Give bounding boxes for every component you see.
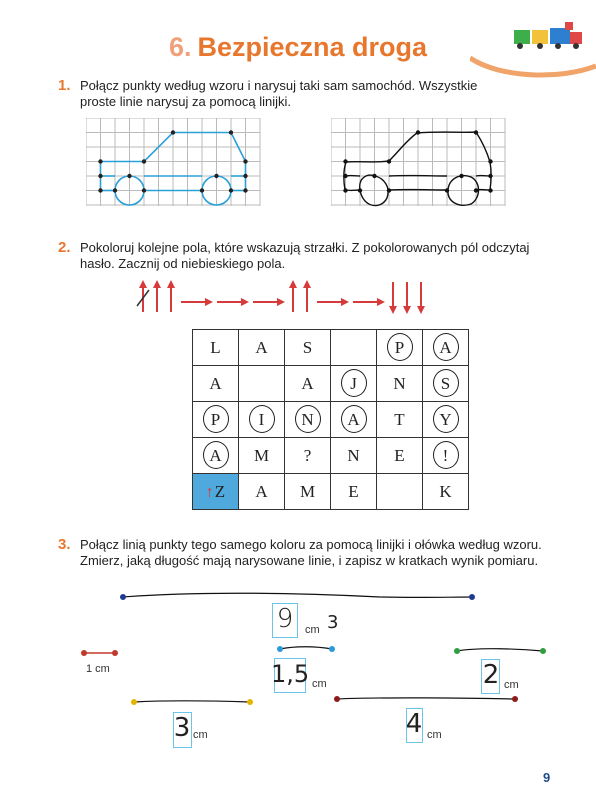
grid-letter: K	[439, 481, 452, 501]
grid-letter: N	[347, 445, 360, 465]
grid-cell[interactable]	[331, 438, 377, 474]
unit-5: cm	[427, 729, 442, 741]
grid-cell[interactable]	[423, 402, 469, 438]
grid-cell[interactable]	[331, 474, 377, 510]
section-number: 6.	[168, 32, 192, 62]
grid-cell[interactable]	[285, 402, 331, 438]
grid-cell[interactable]	[377, 474, 423, 510]
grid-letter: ?	[303, 445, 312, 465]
circled-mark	[341, 405, 367, 433]
arrow-right	[181, 298, 213, 306]
circled-mark	[433, 405, 459, 433]
grid-letter: S	[440, 373, 451, 393]
task2-number: 2.	[58, 239, 71, 256]
grid-cell[interactable]	[193, 402, 239, 438]
grid-letter: J	[350, 373, 357, 393]
grid-letter: S	[302, 337, 313, 357]
extra-mark: 3	[327, 612, 339, 633]
arrow-down	[389, 282, 397, 314]
grid-letter: N	[301, 409, 314, 429]
grid-letter: P	[210, 409, 221, 429]
arrow-up	[289, 280, 297, 312]
circled-mark	[295, 405, 321, 433]
arrow-right	[217, 298, 249, 306]
grid-cell[interactable]	[193, 330, 239, 366]
circled-mark	[433, 441, 459, 469]
unit-4: cm	[193, 729, 208, 741]
arrow-down	[417, 282, 425, 314]
grid-letter: A	[255, 481, 268, 501]
grid-cell[interactable]	[239, 438, 285, 474]
grid-cell[interactable]	[331, 402, 377, 438]
arrow-right	[253, 298, 285, 306]
circled-mark	[203, 441, 229, 469]
grid-letter: Z	[214, 481, 226, 501]
grid-cell[interactable]	[331, 366, 377, 402]
arrow-up	[153, 280, 161, 312]
grid-cell[interactable]	[239, 366, 285, 402]
page-number: 9	[543, 770, 551, 785]
answer-1: 9	[276, 604, 294, 634]
arrow-right	[317, 298, 349, 306]
example-label: 1 cm	[86, 663, 110, 675]
arrow-down	[403, 282, 411, 314]
grid-letter: A	[439, 337, 452, 357]
answer-box-4[interactable]	[173, 712, 192, 748]
circled-mark	[249, 405, 275, 433]
grid-row	[193, 438, 469, 474]
grid-cell[interactable]	[423, 438, 469, 474]
letter-grid	[192, 329, 469, 510]
car-pattern	[86, 118, 261, 208]
grid-cell[interactable]	[285, 330, 331, 366]
grid-cell[interactable]	[285, 474, 331, 510]
grid-letter: M	[299, 481, 316, 501]
grid-letter: A	[209, 445, 222, 465]
grid-cell[interactable]	[377, 438, 423, 474]
grid-cell[interactable]	[377, 402, 423, 438]
grid-row	[193, 366, 469, 402]
car-drawing	[331, 118, 506, 208]
section-title: Bezpieczna droga	[197, 32, 428, 62]
grid-cell[interactable]	[193, 438, 239, 474]
unit-2: cm	[312, 678, 327, 690]
grid-cell[interactable]	[285, 366, 331, 402]
answer-3: 2	[482, 660, 500, 690]
arrow-up	[303, 280, 311, 312]
answer-4: 3	[173, 713, 191, 743]
grid-cell[interactable]	[377, 366, 423, 402]
grid-cell[interactable]	[423, 330, 469, 366]
answer-box-1[interactable]	[272, 603, 298, 638]
grid-cell[interactable]	[285, 438, 331, 474]
unit-1: cm	[305, 624, 320, 636]
circled-mark	[433, 369, 459, 397]
circled-mark	[341, 369, 367, 397]
grid-letter: I	[258, 409, 265, 429]
start-arrow-icon: ↑	[205, 483, 214, 501]
arrow-up-crossed	[137, 280, 149, 312]
grid-letter: A	[255, 337, 268, 357]
grid-cell[interactable]	[239, 474, 285, 510]
grid-letter: N	[393, 373, 406, 393]
task1-number: 1.	[58, 77, 71, 94]
grid-cell[interactable]	[377, 330, 423, 366]
answer-5: 4	[405, 709, 423, 739]
grid-cell[interactable]	[423, 366, 469, 402]
grid-letter: L	[210, 337, 221, 357]
answer-2: 1,5	[271, 660, 310, 688]
grid-letter: A	[209, 373, 222, 393]
arrow-sequence	[135, 280, 475, 316]
train-icon	[513, 18, 585, 52]
task3-text: Połącz linią punkty tego samego koloru za pomocą linijki i ołówka według wzoru. Zmierz, jaką długość mają narysowane linie, i zapisz w kratkach wynik pomiaru.	[80, 537, 542, 568]
grid-letter: A	[301, 373, 314, 393]
grid-letter: T	[394, 409, 405, 429]
grid-letter: !	[442, 445, 449, 465]
grid-row	[193, 330, 469, 366]
answer-box-3[interactable]	[481, 659, 500, 694]
arrow-right	[353, 298, 385, 306]
grid-letter: M	[253, 445, 270, 465]
grid-letter: A	[347, 409, 360, 429]
unit-3: cm	[504, 679, 519, 691]
task3-number: 3.	[58, 536, 71, 553]
grid-cell[interactable]	[193, 474, 239, 510]
answer-box-2[interactable]	[271, 658, 310, 693]
task1-text: Połącz punkty według wzoru i narysuj taki sam samochód. Wszystkie proste linie narysuj za pomocą linijki.	[80, 78, 478, 109]
grid-cell[interactable]	[193, 366, 239, 402]
grid-letter: E	[394, 445, 405, 465]
grid-letter: Y	[439, 409, 452, 429]
grid-letter: E	[348, 481, 359, 501]
task2-text: Pokoloruj kolejne pola, które wskazują strzałki. Z pokolorowanych pól odczytaj hasło. Zacznij od niebieskiego pola.	[80, 240, 530, 271]
arrow-up	[167, 280, 175, 312]
grid-cell[interactable]	[239, 402, 285, 438]
grid-row	[193, 474, 469, 510]
grid-letter: P	[394, 337, 405, 357]
grid-cell[interactable]	[239, 330, 285, 366]
circled-mark	[387, 333, 413, 361]
circled-mark	[203, 405, 229, 433]
circled-mark	[433, 333, 459, 361]
grid-row	[193, 402, 469, 438]
answer-box-5[interactable]	[406, 708, 423, 743]
grid-cell[interactable]	[331, 330, 377, 366]
grid-cell[interactable]	[423, 474, 469, 510]
